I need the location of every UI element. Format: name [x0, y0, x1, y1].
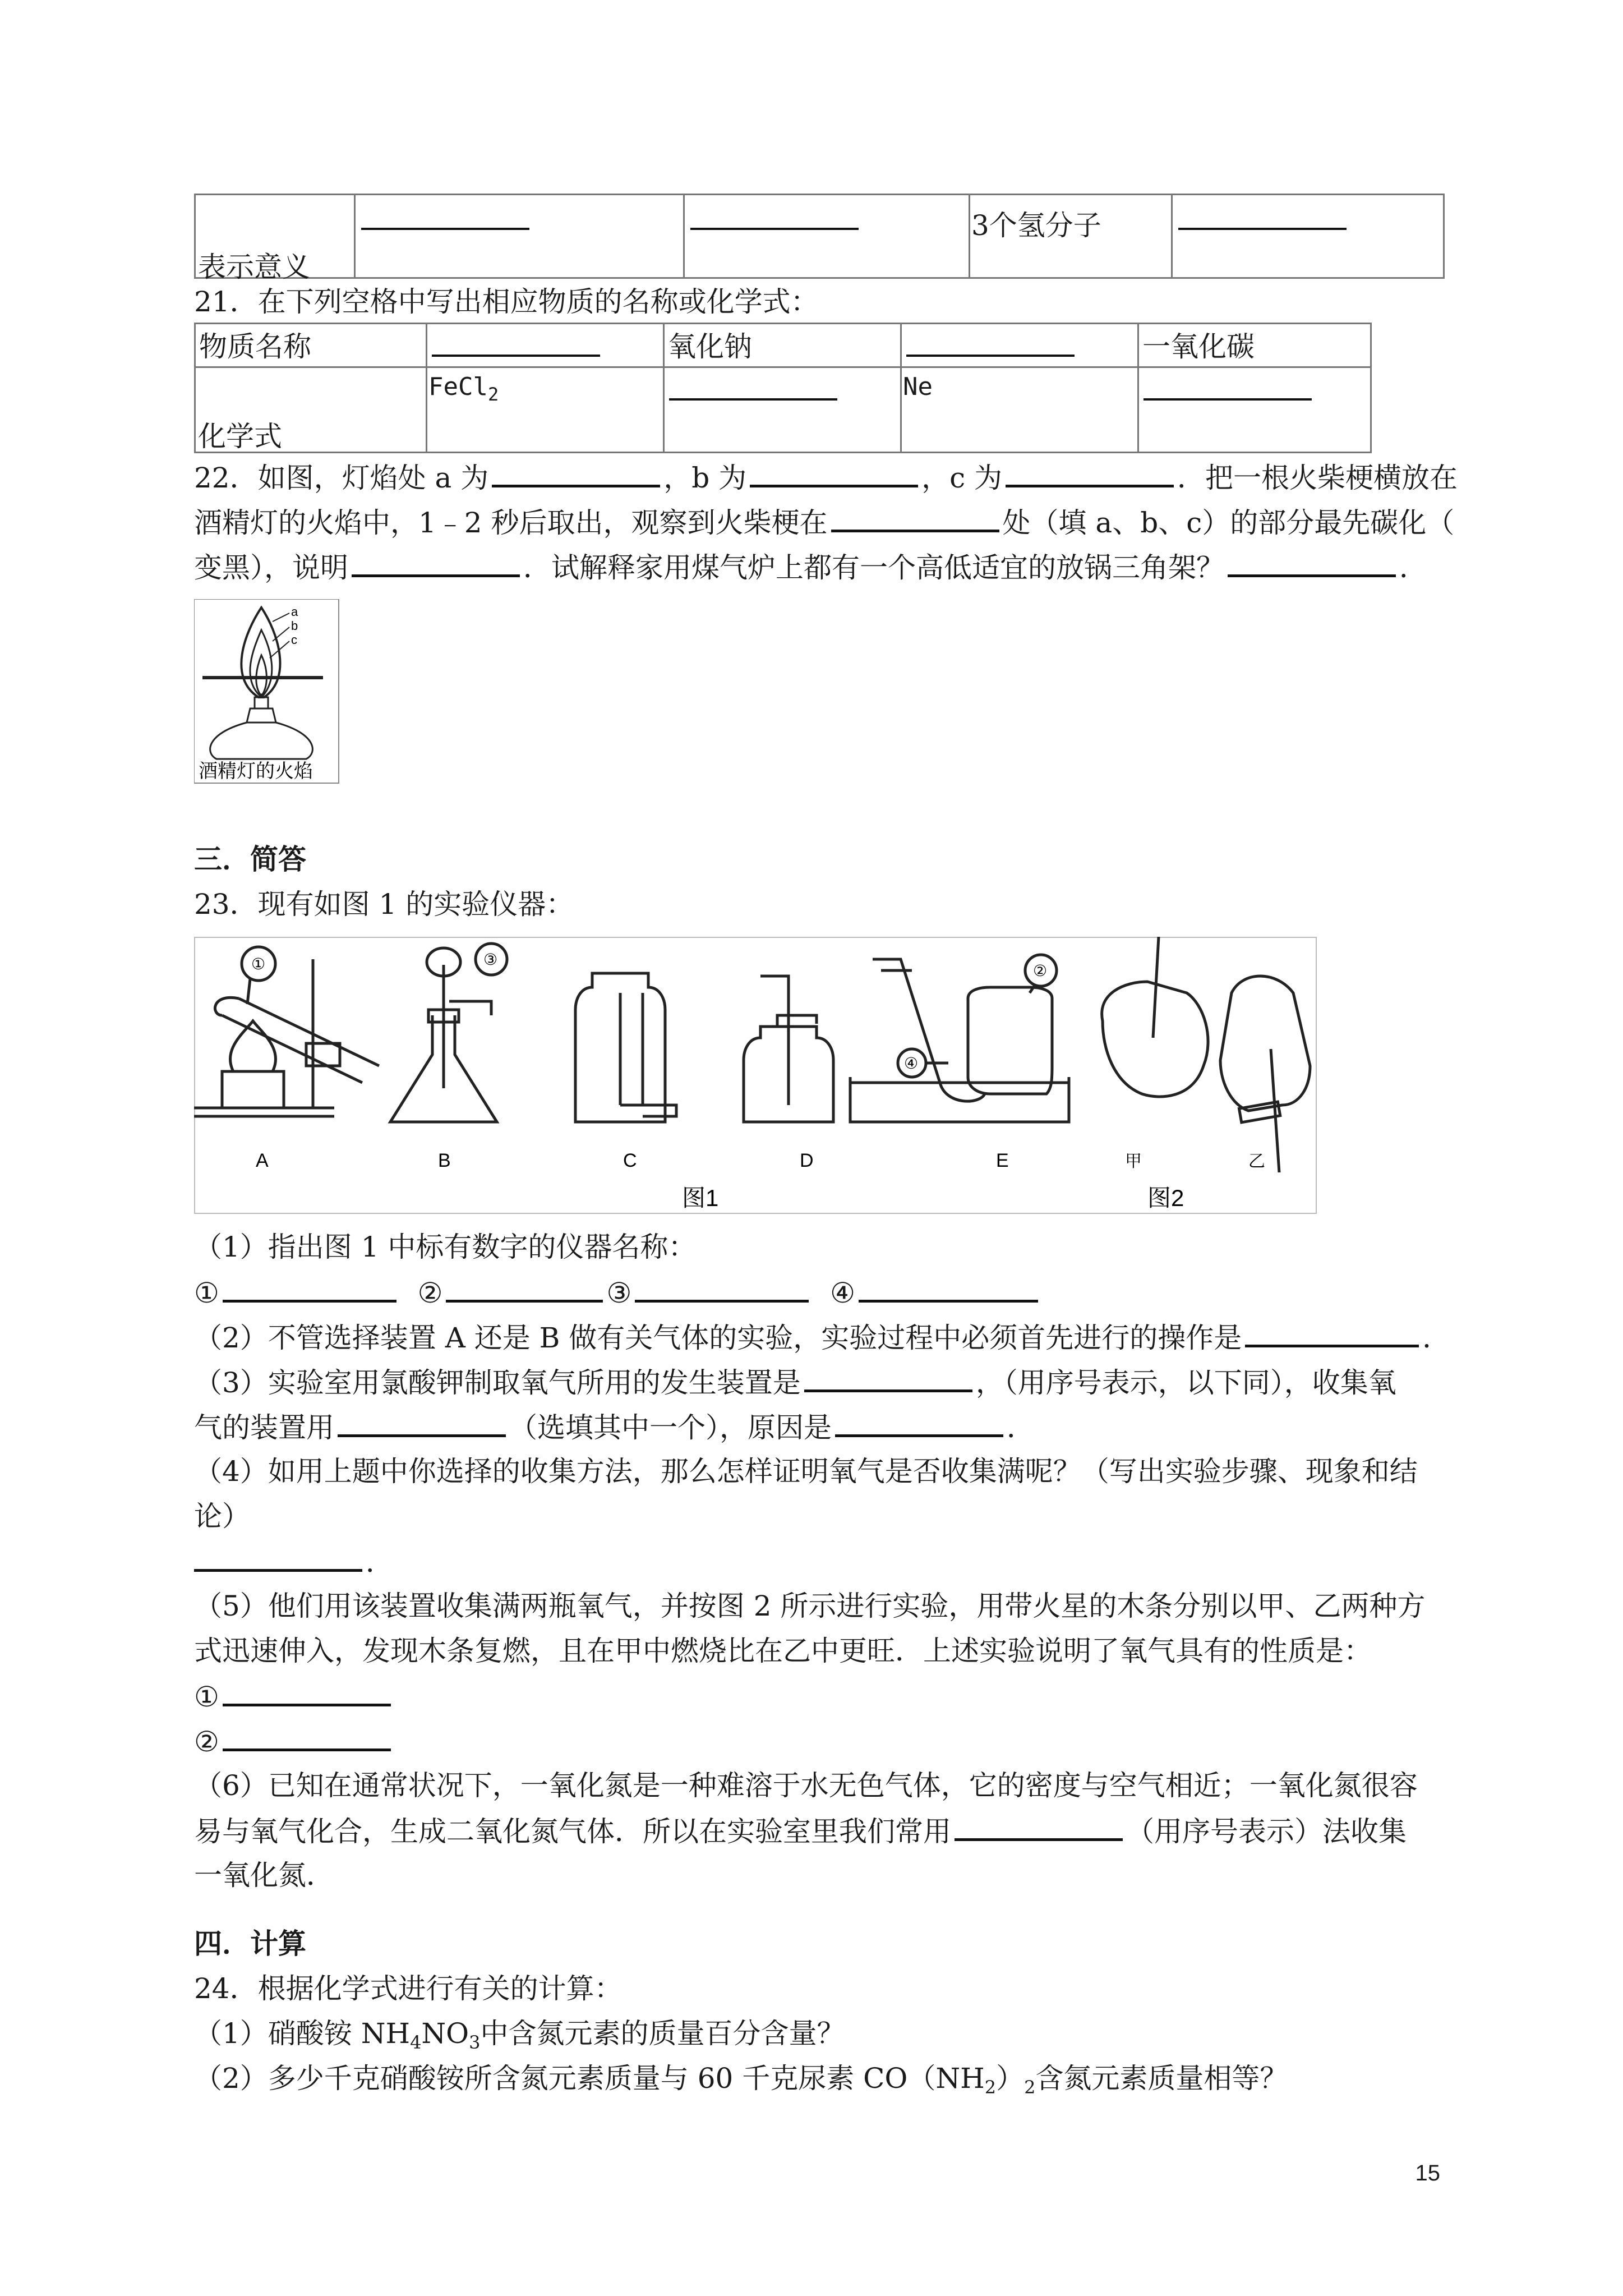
q23-p4-line3: ． [194, 1544, 1445, 1579]
answer-cell [1138, 367, 1371, 453]
apparatus-figure [194, 937, 1318, 1215]
q24-intro: 24．根据化学式进行有关的计算： [194, 1972, 623, 2005]
symbol-meaning-table [194, 194, 1445, 283]
answer-blank[interactable] [492, 460, 660, 487]
answer-blank[interactable] [1144, 398, 1312, 401]
answer-blank[interactable] [1178, 228, 1347, 230]
label-b: b [291, 619, 298, 633]
answer-blank[interactable] [955, 1814, 1123, 1841]
given-cell [1138, 324, 1371, 367]
label-a: A [256, 1150, 269, 1171]
answer-cell [427, 324, 664, 367]
given-text: 3个氢分子 [971, 209, 1101, 242]
answer-blank[interactable] [223, 1724, 391, 1751]
answer-blank[interactable] [352, 550, 520, 577]
label-jia: 甲 [1125, 1152, 1142, 1171]
q23-intro: 23．现有如图 1 的实验仪器： [194, 888, 574, 921]
alcohol-lamp-figure [194, 599, 340, 784]
q21-text: 21．在下列空格中写出相应物质的名称或化学式： [194, 286, 819, 318]
answer-cell [1172, 195, 1444, 278]
q22-line1: 22．如图，灯焰处 a 为 ，b 为 ，c 为 ．把一根火柴梗横放在 [194, 460, 1445, 495]
label-2: ② [1033, 962, 1048, 979]
row-label-cell [195, 195, 355, 283]
formula-row-label: 化学式 [198, 420, 282, 453]
answer-blank[interactable] [750, 460, 918, 487]
q22-line3: 变黑），说明 ．试解释家用煤气炉上都有一个高低适宜的放锅三角架？ ． [194, 550, 1445, 585]
label-d: D [800, 1150, 814, 1171]
fig1-caption: 图1 [682, 1185, 719, 1211]
label-e: E [996, 1150, 1009, 1171]
answer-blank[interactable] [223, 1275, 396, 1303]
fig2-caption: 图2 [1147, 1185, 1184, 1211]
q23-p6-line2: 易与氧气化合，生成二氧化氮气体．所以在实验室里我们常用 （用序号表示）法收集 [194, 1814, 1445, 1848]
q23-p3-line1: （3）实验室用氯酸钾制取氧气所用的发生装置是 ，（用序号表示，以下同），收集氧 [194, 1365, 1445, 1400]
q23-p1: （1）指出图 1 中标有数字的仪器名称： [194, 1231, 697, 1263]
q23-p4-line1: （4）如用上题中你选择的收集方法，那么怎样证明氧气是否收集满呢？（写出实验步骤、现象和结 [194, 1455, 1418, 1488]
given-cell [970, 195, 1172, 278]
given-name: 一氧化碳 [1142, 330, 1255, 363]
answer-blank[interactable] [906, 355, 1075, 357]
page-number: 15 [1415, 2161, 1440, 2185]
name-row-label-cell [195, 324, 427, 367]
answer-blank[interactable] [690, 228, 859, 230]
name-row-label: 物质名称 [199, 330, 311, 363]
label-c: c [291, 633, 297, 647]
q23-p5-line2: 式迅速伸入，发现木条复燃，且在甲中燃烧比在乙中更旺．上述实验说明了氧气具有的性质是： [194, 1635, 1372, 1667]
formula-row-label-cell [195, 367, 427, 453]
answer-blank[interactable] [635, 1275, 809, 1303]
answer-cell [355, 195, 684, 278]
answer-blank[interactable] [669, 398, 837, 401]
q23-p4-line2: 论） [194, 1500, 250, 1533]
answer-blank[interactable] [194, 1544, 362, 1572]
given-formula: FeCl$_2$ [428, 372, 499, 405]
given-cell [427, 367, 664, 453]
figure-caption: 酒精灯的火焰 [199, 761, 313, 782]
given-cell [664, 324, 901, 367]
q22-line2: 酒精灯的火焰中，1﹣2 秒后取出，观察到火柴梗在 处（填 a、b、c）的部分最先碳化（ [194, 505, 1445, 540]
label-b: B [438, 1150, 451, 1171]
section-heading: 三．简答 [194, 843, 306, 876]
substance-table [194, 323, 1372, 453]
answer-blank[interactable] [804, 1365, 972, 1392]
q23-p5-blank2: ② [194, 1724, 1445, 1759]
answer-blank[interactable] [223, 1679, 391, 1706]
answer-cell [901, 324, 1138, 367]
label-1: ① [251, 955, 266, 973]
label-a: a [291, 605, 298, 619]
given-cell [901, 367, 1138, 453]
q23-p1-blanks: ① ② ③ ④ [194, 1275, 1445, 1310]
answer-blank[interactable] [1228, 550, 1396, 577]
q23-p6-line3: 一氧化氮． [194, 1859, 334, 1892]
q23-p5-blank1: ① [194, 1679, 1445, 1714]
answer-blank[interactable] [432, 355, 600, 357]
answer-blank[interactable] [831, 505, 999, 532]
answer-blank[interactable] [361, 228, 529, 230]
answer-blank[interactable] [338, 1410, 506, 1437]
q23-p5-line1: （5）他们用该装置收集满两瓶氧气，并按图 2 所示进行实验，用带火星的木条分别以甲、乙两种方 [194, 1590, 1426, 1622]
row-label: 表示意义 [198, 251, 310, 283]
q23-p2: （2）不管选择装置 A 还是 B 做有关气体的实验，实验过程中必须首先进行的操作是 ． [194, 1320, 1445, 1355]
q24-p2: （2）多少千克硝酸铵所含氮元素质量与 60 千克尿素 $CO(NH_2)_2$含氮元素质量相等？ [194, 2062, 1288, 2098]
label-4: ④ [904, 1055, 919, 1072]
answer-blank[interactable] [1245, 1320, 1419, 1347]
label-c: C [623, 1150, 637, 1171]
answer-blank[interactable] [859, 1275, 1038, 1303]
label-3: ③ [483, 951, 498, 968]
answer-cell [664, 367, 901, 453]
answer-blank[interactable] [1006, 460, 1174, 487]
given-name: 氧化钠 [668, 330, 752, 363]
label-yi: 乙 [1248, 1152, 1265, 1171]
q23-p6-line1: （6）已知在通常状况下，一氧化氮是一种难溶于水无色气体，它的密度与空气相近；一氧化氮很容 [194, 1769, 1418, 1802]
answer-blank[interactable] [835, 1410, 1003, 1437]
answer-blank[interactable] [446, 1275, 603, 1303]
section-heading: 四．计算 [194, 1927, 306, 1960]
q23-p3-line2: 气的装置用 （选填其中一个），原因是 ． [194, 1410, 1445, 1444]
given-formula: Ne [903, 372, 933, 401]
q24-p1: （1）硝酸铵 $NH_4NO_3$中含氮元素的质量百分含量？ [194, 2017, 845, 2053]
answer-cell [684, 195, 970, 278]
